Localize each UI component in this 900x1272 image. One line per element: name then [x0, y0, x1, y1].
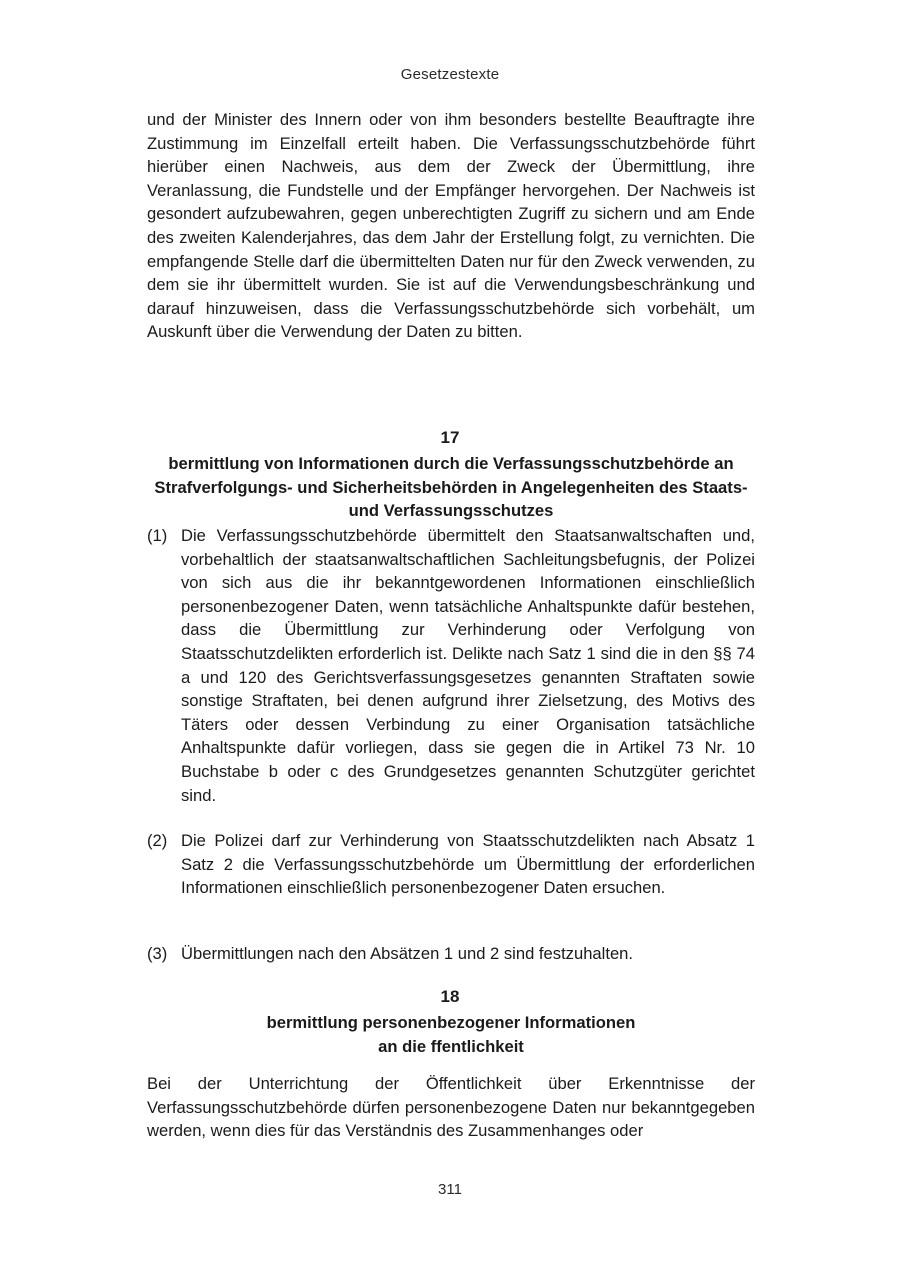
item-text: Die Verfassungsschutzbehörde übermittelt den Staatsanwaltschaften und, vorbehaltlich der staatsanwaltschaftlichen Sachleitungsbefugnis, der Polizei von sich aus die ihr bekanntgewordenen Informationen einschließlich personenbezogener Daten, wenn tatsächliche Anhaltspunkte dafür bestehen, dass die Übermittlung zur Verhinderung oder Verfolgung von Staatsschutzdelikten erforderlich ist. Delikte nach Satz 1 sind die in den §§ 74 a und 120 des Gerichtsverfassungsgesetzes genannten Straftaten sowie sonstige Straftaten, bei denen aufgrund ihrer Zielsetzung, des Motivs des Täters oder dessen Verbindung zu einer Organisation tatsächliche Anhaltspunkte dafür vorliegen, dass sie gegen die in Artikel 73 Nr. 10 Buchstabe b oder c des Grundgesetzes genannten Schutzgüter gerichtet sind. [181, 526, 755, 805]
section-17-item-1 [147, 524, 755, 807]
section-18-title-line-1: bermittlung personenbezogener Informationen [266, 1013, 636, 1032]
section-18-number: 18 [440, 987, 460, 1006]
page-number: 311 [438, 1181, 462, 1198]
item-number: (2) [147, 831, 168, 850]
running-head: Gesetzestexte [400, 66, 500, 83]
section-17-item-3 [147, 942, 755, 966]
item-number: (3) [147, 944, 168, 963]
section-18-paragraph: Bei der Unterrichtung der Öffentlichkeit über Erkenntnisse der Verfassungsschutzbehörde dürfen personenbezogene Daten nur bekanntgegeben werden, wenn dies für das Verständnis des Zusammenhanges oder [147, 1074, 755, 1141]
intro-paragraph: und der Minister des Innern oder von ihm besonders bestellte Beauftragte ihre Zustimmung im Einzelfall erteilt haben. Die Verfassungsschutzbehörde führt hierüber einen Nachweis, aus dem der Zweck der Übermittlung, ihre Veranlassung, die Fundstelle und der Empfänger hervorgehen. Der Nachweis ist gesondert aufzubewahren, gegen unberechtigten Zugriff zu sichern und am Ende des zweiten Kalenderjahres, das dem Jahr der Erstellung folgt, zu vernichten. Die empfangende Stelle darf die übermittelten Daten nur für den Zweck verwenden, zu dem sie ihr übermittelt wurden. Sie ist auf die Verwendungsbeschränkung und darauf hinzuweisen, dass die Verfassungsschutzbehörde sich vorbehält, um Auskunft über die Verwendung der Daten zu bitten. [147, 110, 755, 342]
section-17-number: 17 [440, 428, 460, 447]
section-17-item-2 [147, 829, 755, 900]
item-text: Die Polizei darf zur Verhinderung von Staatsschutzdelikten nach Absatz 1 Satz 2 die Verfassungsschutzbehörde um Übermittlung der erforderlichen Informationen einschließlich personenbezogener Daten ersuchen. [181, 831, 755, 898]
item-number: (1) [147, 526, 168, 545]
item-text: Übermittlungen nach den Absätzen 1 und 2 sind festzuhalten. [181, 944, 634, 963]
section-18-title-line-2: an die ffentlichkeit [378, 1037, 524, 1056]
section-17-title: bermittlung von Informationen durch die Verfassungsschutzbehörde an Strafverfolgungs- und Sicherheitsbehörden in Angelegenheiten des Staats- und Verfassungsschutzes [154, 454, 748, 521]
